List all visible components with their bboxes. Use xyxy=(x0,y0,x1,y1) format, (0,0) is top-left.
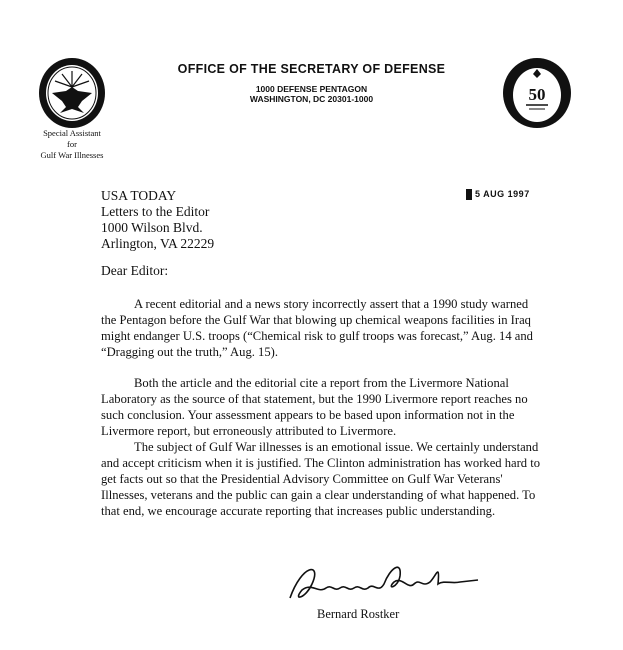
sender-title-line: Special Assistant xyxy=(43,128,101,138)
recipient-line: 1000 Wilson Blvd. xyxy=(101,220,203,235)
seal-50-text: 50 xyxy=(528,85,546,104)
paragraph: A recent editorial and a news story incorrectly assert that a 1990 study warned the Pentagon before the Gulf War that blowing up chemical weapons facilities in Iraq might endanger U.S. troops (“Chemical risk to gulf troops was forecast,” Aug. 14 and “Dragging out the truth,” Aug. 15). xyxy=(101,297,533,359)
date-stamp xyxy=(466,189,530,200)
sender-title-line: Gulf War Illnesses xyxy=(40,150,104,160)
salutation: Dear Editor: xyxy=(101,263,169,278)
sender-title-line: for xyxy=(67,139,77,149)
address-line: WASHINGTON, DC 20301-1000 xyxy=(249,94,374,104)
office-heading: OFFICE OF THE SECRETARY OF DEFENSE xyxy=(177,62,446,76)
signatory-name: Bernard Rostker xyxy=(317,607,400,621)
date-stamp-text: 5 AUG 1997 xyxy=(475,189,530,199)
paragraph: The subject of Gulf War illnesses is an emotional issue. We certainly understand and accept criticism when it is justified. The Clinton administration has worked hard to get facts out so that the Presidential Advisory Committee on Gulf War Veterans' Illnesses, veterans and the public can gain a clear understanding of what happened. To that end, we encourage accurate reporting that increases public understanding. xyxy=(101,440,541,518)
recipient-address xyxy=(101,188,214,252)
recipient-line: Letters to the Editor xyxy=(101,204,210,219)
address-line: 1000 DEFENSE PENTAGON xyxy=(255,84,368,94)
handwritten-signature xyxy=(282,554,482,610)
anniversary-seal-icon xyxy=(502,57,572,129)
recipient-line: Arlington, VA 22229 xyxy=(101,236,215,251)
paragraph: Both the article and the editorial cite a report from the Livermore National Laboratory as the source of that statement, but the 1990 Livermore report reaches no such conclusion. Your assessment appears to be based upon information not in the Livermore report, but erroneously attributed to Livermore. xyxy=(101,376,528,438)
recipient-line: USA TODAY xyxy=(101,188,177,203)
sender-title xyxy=(22,128,122,161)
